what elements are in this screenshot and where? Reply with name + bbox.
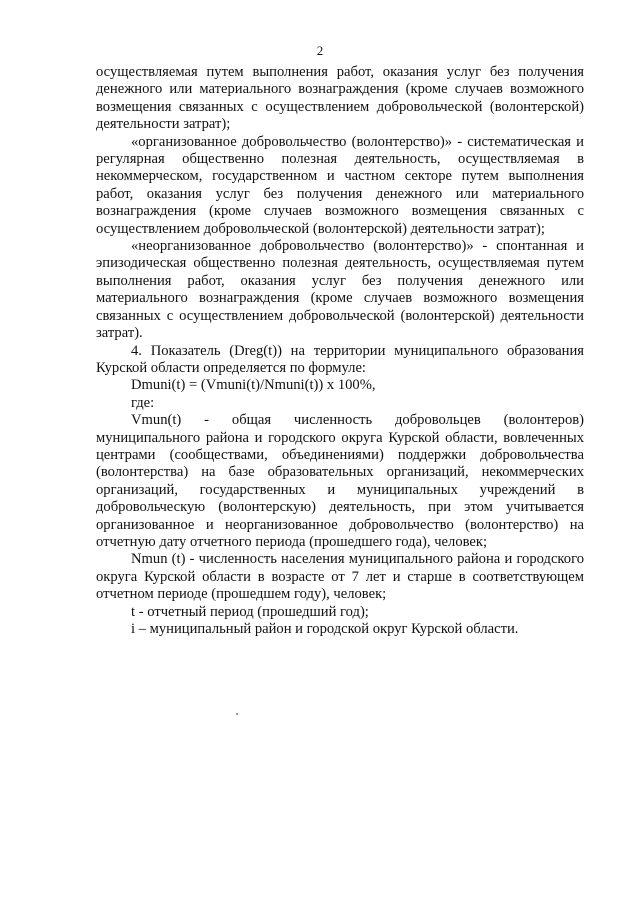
paragraph-continuation: осуществляемая путем выполнения работ, оказания услуг без получения денежного или материального вознаграждения (кроме случаев возможного возмещения связанных с осуществлением добровольческой (волонтерской) деятельности затрат); [96, 64, 584, 133]
paragraph-indicator-definition: 4. Показатель (Dreg(t)) на территории муниципального образования Курской области определяется по формуле: [96, 342, 584, 376]
paragraph-vmun-definition: Vmun(t) - общая численность добровольцев (волонтеров) муниципального района и городского округа Курской области, вовлеченных центрами (сообществами, объединениями) поддержки добровольчества (волонтерства) на базе образовательных организаций, некоммерческих организаций, государственных и муниципальных учреждений в добровольческую (волонтерскую) деятельность, при этом учитывается организованное и неорганизованное добровольчество (волонтерство) на отчетную дату отчетного периода (прошедшего года), человек; [96, 412, 584, 550]
paragraph-organized-volunteering: «организованное добровольчество (волонтерство)» - систематическая и регулярная общественно полезная деятельность, осуществляемая в некоммерческом, государственном и частном секторе путем выполнения работ, оказания услуг без получения денежного или материального вознаграждения (кроме случаев возможного возмещения связанных с осуществлением добровольческой (волонтерской) деятельности затрат); [96, 133, 584, 237]
paragraph-unorganized-volunteering: «неорганизованное добровольчество (волонтерство)» - спонтанная и эпизодическая общественно полезная деятельность, осуществляемая путем выполнения работ, оказания услуг без получения денежного или материального вознаграждения (кроме случаев возможного возмещения связанных с осуществлением добровольческой (волонтерской) деятельности затрат). [96, 238, 584, 342]
paragraph-nmun-definition: Nmun (t) - численность населения муниципального района и городского округа Курской области в возрасте от 7 лет и старше в соответствующем отчетном периоде (прошедшем году), человек; [96, 551, 584, 603]
document-body [96, 64, 584, 638]
page-number: 2 [316, 43, 324, 58]
scan-speck [236, 713, 238, 715]
paragraph-i-definition: i – муниципальный район и городской округ Курской области. [131, 621, 519, 637]
where-label: где: [131, 394, 155, 411]
formula: Dmuni(t) = (Vmuni(t)/Nmuni(t)) x 100%, [131, 377, 376, 394]
paragraph-t-definition: t - отчетный период (прошедший год); [131, 603, 369, 620]
